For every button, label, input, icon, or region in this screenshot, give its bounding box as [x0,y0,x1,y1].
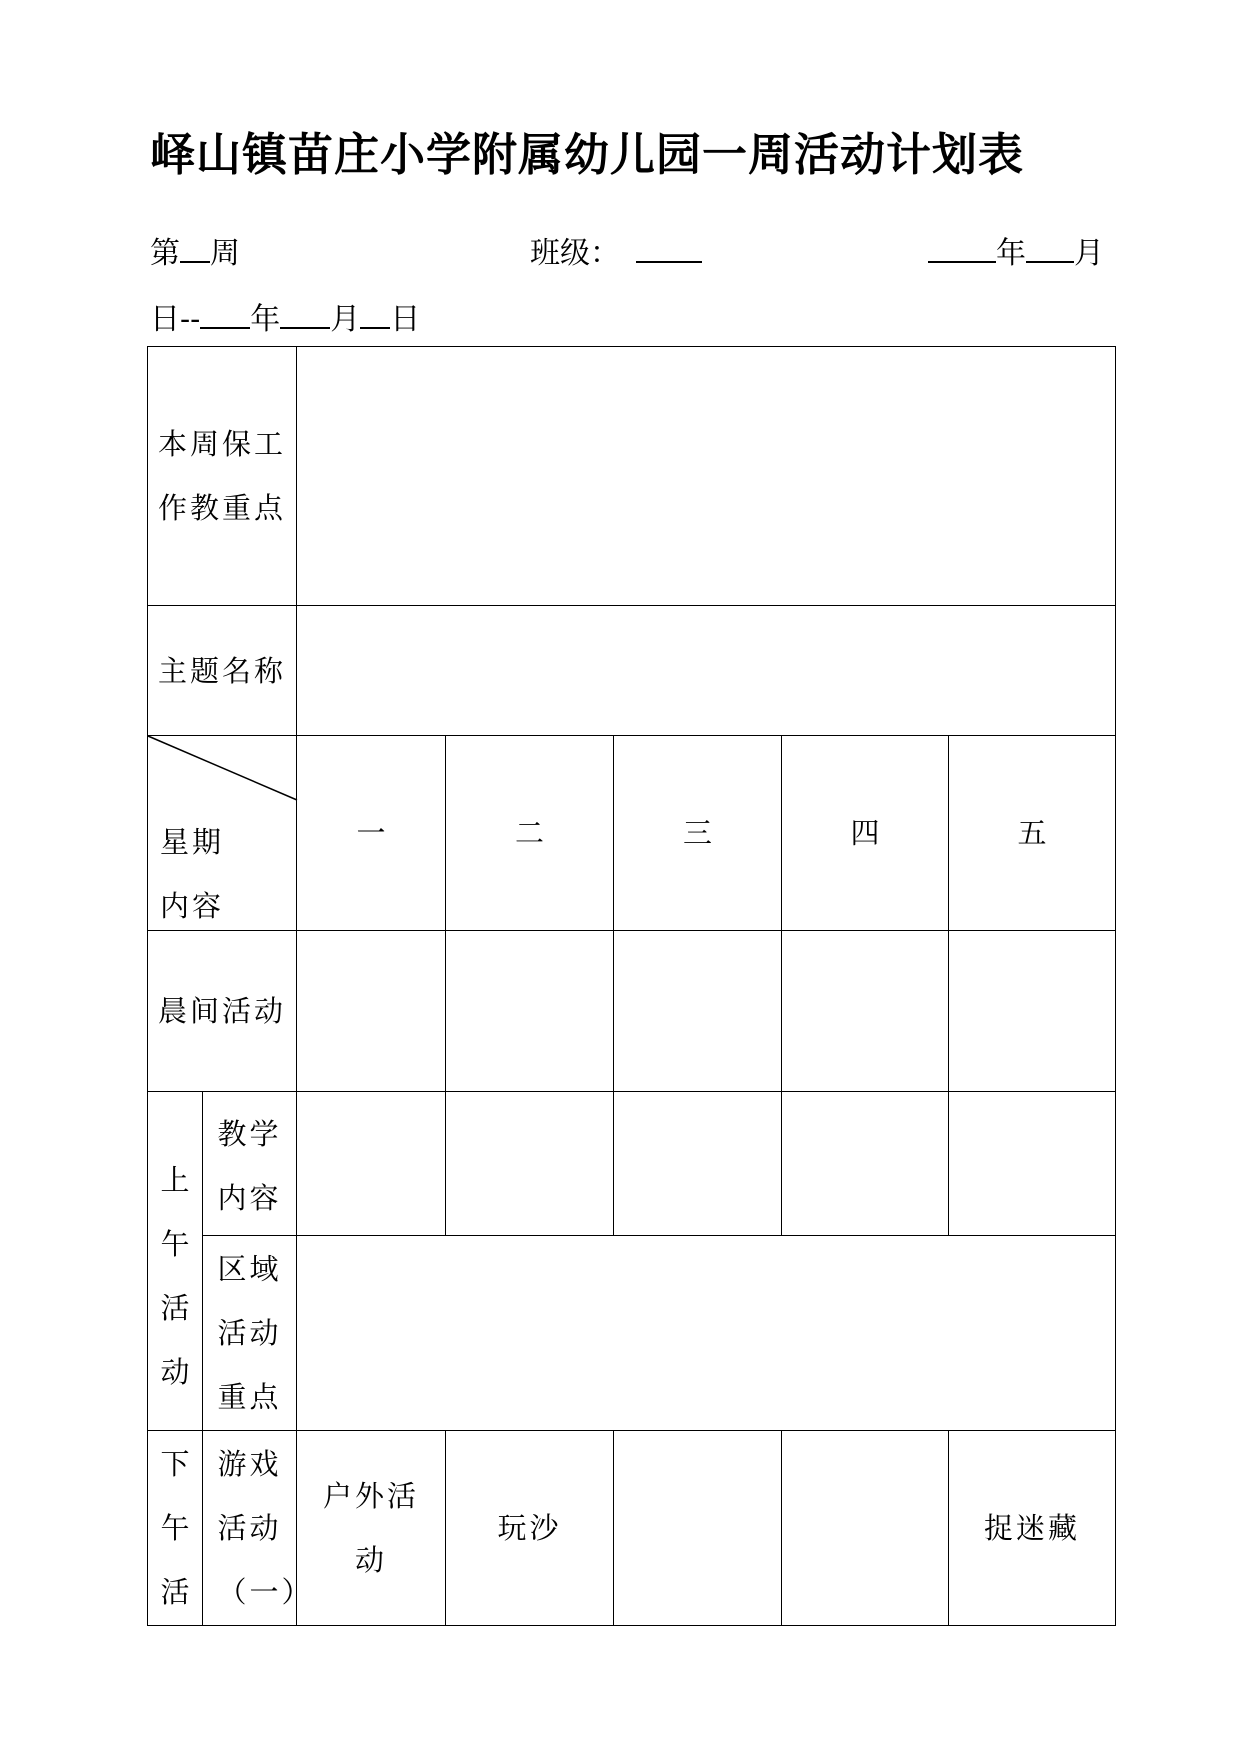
theme-label-cell [148,606,297,736]
teaching-cell-wed[interactable] [614,1092,782,1236]
theme-content-cell[interactable] [297,606,1116,736]
game-cell-wed[interactable] [614,1431,782,1626]
morning-cell-thu[interactable] [782,931,949,1092]
teaching-cell-mon[interactable] [297,1092,446,1236]
corner-header-cell [148,736,297,931]
game-cell-thu[interactable] [782,1431,949,1626]
day-end-label: 日 [390,302,421,337]
year-start-label: 年 [996,236,1026,271]
morning-cell-mon[interactable] [297,931,446,1092]
morning-cell-tue[interactable] [446,931,614,1092]
pm-group-label: 下午活 [160,1446,190,1609]
weekday-header-tue: 二 [446,736,614,931]
month-end-label: 月 [330,302,361,337]
month-start-blank[interactable] [1026,235,1074,263]
focus-label: 本周保工作教重点 [158,427,287,525]
game-label-cell [203,1431,314,1626]
teaching-label-cell [203,1092,297,1236]
morning-label-cell [148,931,297,1092]
week-field [150,228,240,272]
week-prefix: 第 [150,236,180,271]
am-group-label: 上午活动 [160,1163,190,1389]
morning-cell-wed[interactable] [614,931,782,1092]
teaching-cell-tue[interactable] [446,1092,614,1236]
morning-cell-fri[interactable] [949,931,1116,1092]
weekday-header-mon: 一 [297,736,446,931]
game-text-fri: 捉迷藏 [984,1511,1081,1545]
focus-content-cell[interactable] [297,347,1116,606]
week-suffix: 周 [210,236,240,271]
class-field [530,228,702,272]
game-text-tue: 玩沙 [497,1511,562,1545]
area-content-cell[interactable] [297,1236,1116,1431]
day-start-label: 日-- [150,302,201,337]
weekday-header-thu: 四 [782,736,949,931]
corner-label-weekday: 星期 [160,825,225,859]
year-end-blank[interactable] [200,301,250,329]
corner-label-content: 内容 [160,889,225,923]
game-label: 游戏活动（一） [217,1446,314,1609]
morning-label: 晨间活动 [158,994,287,1028]
year-end-label: 年 [250,302,281,337]
weekday-header-fri: 五 [949,736,1116,931]
game-text-mon: 户外活动 [323,1479,420,1577]
date-end-field [150,294,420,338]
class-label: 班级： [530,236,620,271]
area-label: 区域活动重点 [217,1252,282,1414]
focus-label-cell [148,347,297,606]
am-group-cell [148,1092,203,1431]
theme-label: 主题名称 [158,653,287,688]
area-label-cell [203,1236,297,1431]
month-start-label: 月 [1074,236,1104,271]
class-blank[interactable] [636,235,702,263]
teaching-label: 教学内容 [217,1116,282,1215]
month-end-blank[interactable] [280,301,330,329]
teaching-cell-fri[interactable] [949,1092,1116,1236]
game-cell-tue[interactable] [446,1431,614,1626]
page-title: 峄山镇苗庄小学附属幼儿园一周活动计划表 [150,128,1025,181]
week-number-blank[interactable] [180,235,210,263]
teaching-cell-thu[interactable] [782,1092,949,1236]
game-cell-mon[interactable] [297,1431,446,1626]
date-start-field [928,228,1104,272]
pm-group-cell [148,1431,203,1626]
game-cell-fri[interactable] [949,1431,1116,1626]
weekly-plan-table [147,346,1116,1626]
year-start-blank[interactable] [928,235,996,263]
weekday-header-wed: 三 [614,736,782,931]
day-end-blank[interactable] [360,301,390,329]
